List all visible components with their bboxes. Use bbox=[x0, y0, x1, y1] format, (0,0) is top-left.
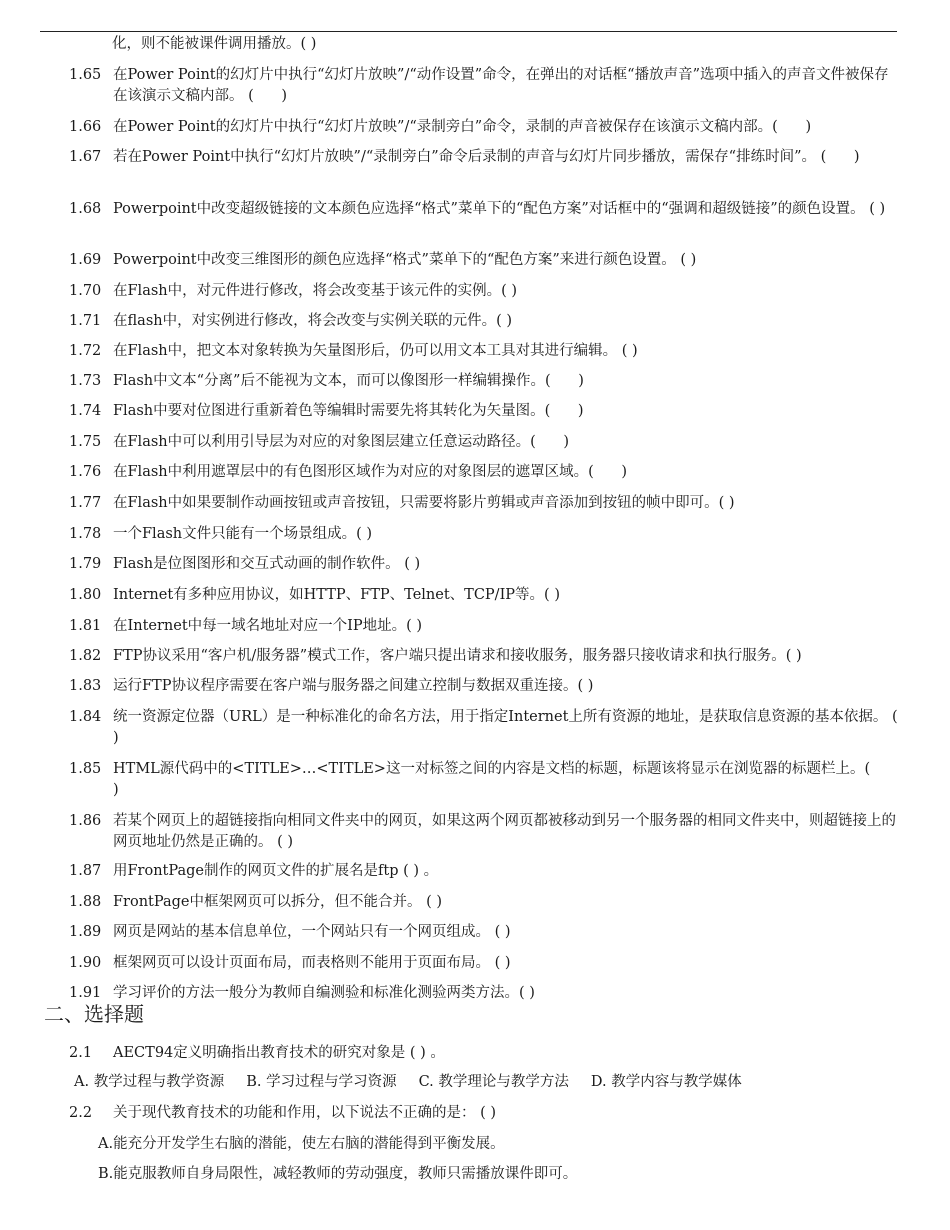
question-item bbox=[69, 861, 899, 882]
question-number: 1.90 bbox=[69, 955, 102, 971]
question-text: 网页是网站的基本信息单位，一个网站只有一个网页组成。 ( ) bbox=[113, 924, 511, 940]
question-number: 1.79 bbox=[69, 556, 102, 572]
question-text: 在Internet中每一域名地址对应一个IP地址。( ) bbox=[113, 618, 423, 634]
question-text: 关于现代教育技术的功能和作用，以下说法不正确的是： ( ) bbox=[113, 1105, 497, 1121]
question-item bbox=[69, 759, 899, 801]
question-item bbox=[69, 462, 899, 483]
question-text: 学习评价的方法一般分为教师自编测验和标准化测验两类方法。( ) bbox=[113, 985, 535, 1001]
header-rule bbox=[40, 31, 897, 32]
question-text: 在Flash中利用遮罩层中的有色图形区域作为对应的对象图层的遮罩区域。( ) bbox=[113, 464, 628, 480]
question-number: 1.69 bbox=[69, 252, 102, 268]
question-item bbox=[69, 646, 899, 667]
question-text: Flash是位图图形和交互式动画的制作软件。 ( ) bbox=[113, 556, 421, 572]
question-number: 2.1 bbox=[69, 1045, 93, 1061]
question-number: 1.71 bbox=[69, 313, 102, 329]
question-text: Powerpoint中改变三维图形的颜色应选择“格式”菜单下的“配色方案”来进行颜色设置。 ( ) bbox=[113, 252, 697, 268]
question-item bbox=[69, 117, 899, 138]
question-text: 在Flash中，对元件进行修改，将会改变基于该元件的实例。( ) bbox=[113, 283, 518, 299]
question-number: 1.86 bbox=[69, 813, 102, 829]
question-number: 1.70 bbox=[69, 283, 102, 299]
question-2-1-options bbox=[74, 1072, 742, 1093]
section-title: 二、选择题 bbox=[44, 1002, 144, 1026]
question-number: 1.75 bbox=[69, 434, 102, 450]
question-item bbox=[69, 147, 899, 168]
question-2-2 bbox=[69, 1103, 899, 1124]
question-text: Flash中文本“分离”后不能视为文本，而可以像图形一样编辑操作。( ) bbox=[113, 373, 584, 389]
question-number: 1.77 bbox=[69, 495, 102, 511]
question-text: 在Flash中，把文本对象转换为矢量图形后，仍可以用文本工具对其进行编辑。 ( ) bbox=[113, 343, 638, 359]
question-item bbox=[69, 493, 899, 514]
question-number: 1.80 bbox=[69, 587, 102, 603]
question-text: FTP协议采用“客户机/服务器”模式工作，客户端只提出请求和接收服务，服务器只接收请求和执行服务。( ) bbox=[113, 648, 802, 664]
question-item bbox=[69, 676, 899, 697]
question-item bbox=[69, 922, 899, 943]
question-number: 1.84 bbox=[69, 709, 102, 725]
question-item bbox=[69, 432, 899, 453]
question-text: 若在Power Point中执行“幻灯片放映”/“录制旁白”命令后录制的声音与幻灯片同步播放，需保存“排练时间”。 ( ) bbox=[113, 149, 860, 165]
question-item bbox=[69, 524, 899, 545]
question-text: 若某个网页上的超链接指向相同文件夹中的网页，如果这两个网页都被移动到另一个服务器的相同文件夹中，则超链接上的网页地址仍然是正确的。 ( ) bbox=[113, 813, 896, 850]
question-text: 运行FTP协议程序需要在客户端与服务器之间建立控制与数据双重连接。( ) bbox=[113, 678, 594, 694]
question-number: 1.66 bbox=[69, 119, 102, 135]
question-item bbox=[69, 401, 899, 422]
question-text: 在Flash中如果要制作动画按钮或声音按钮，只需要将影片剪辑或声音添加到按钮的帧中即可。( ) bbox=[113, 495, 735, 511]
question-number: 1.87 bbox=[69, 863, 102, 879]
question-item bbox=[69, 811, 899, 853]
question-text: 框架网页可以设计页面布局，而表格则不能用于页面布局。 ( ) bbox=[113, 955, 511, 971]
question-text: 用FrontPage制作的网页文件的扩展名是ftp ( ) 。 bbox=[113, 863, 439, 879]
question-text: HTML源代码中的<TITLE>…<TITLE>这一对标签之间的内容是文档的标题，标题该将显示在浏览器的标题栏上。( ) bbox=[113, 761, 898, 798]
question-number: 1.72 bbox=[69, 343, 102, 359]
continued-text: 化，则不能被课件调用播放。( ) bbox=[112, 36, 317, 52]
question-text: Internet有多种应用协议，如HTTP、FTP、Telnet、TCP/IP等。( ) bbox=[113, 587, 560, 603]
question-item bbox=[69, 983, 899, 1004]
question-item bbox=[69, 953, 899, 974]
question-text: Flash中要对位图进行重新着色等编辑时需要先将其转化为矢量图。( ) bbox=[113, 403, 584, 419]
question-number: 1.76 bbox=[69, 464, 102, 480]
question-text: FrontPage中框架网页可以拆分，但不能合并。 ( ) bbox=[113, 894, 443, 910]
question-number: 2.2 bbox=[69, 1105, 93, 1121]
question-number: 1.89 bbox=[69, 924, 102, 940]
option-d: D. 教学内容与教学媒体 bbox=[590, 1074, 742, 1090]
question-item bbox=[69, 199, 899, 220]
option-b: B. 学习过程与学习资源 bbox=[246, 1074, 397, 1090]
question-item bbox=[69, 616, 899, 637]
question-item bbox=[69, 892, 899, 913]
question-item bbox=[69, 65, 899, 107]
question-number: 1.88 bbox=[69, 894, 102, 910]
option-a: A.能充分开发学生右脑的潜能，使左右脑的潜能得到平衡发展。 bbox=[98, 1136, 505, 1152]
question-item bbox=[69, 311, 899, 332]
question-text: 在Power Point的幻灯片中执行“幻灯片放映”/“动作设置”命令，在弹出的对话框“播放声音”选项中插入的声音文件被保存在该演示文稿内部。 ( ) bbox=[113, 67, 889, 104]
question-item bbox=[69, 707, 903, 749]
option-c: C. 教学理论与教学方法 bbox=[418, 1074, 569, 1090]
question-item bbox=[69, 250, 899, 271]
option-a: A. 教学过程与教学资源 bbox=[74, 1074, 225, 1090]
question-number: 1.85 bbox=[69, 761, 102, 777]
question-item bbox=[69, 371, 899, 392]
question-number: 1.78 bbox=[69, 526, 102, 542]
question-item bbox=[69, 341, 899, 362]
question-text: 在flash中，对实例进行修改，将会改变与实例关联的元件。( ) bbox=[113, 313, 513, 329]
question-number: 1.82 bbox=[69, 648, 102, 664]
question-number: 1.68 bbox=[69, 201, 102, 217]
option-b: B.能克服教师自身局限性，减轻教师的劳动强度，教师只需播放课件即可。 bbox=[98, 1166, 578, 1182]
question-number: 1.81 bbox=[69, 618, 102, 634]
question-item bbox=[69, 281, 899, 302]
question-number: 1.91 bbox=[69, 985, 102, 1001]
question-number: 1.67 bbox=[69, 149, 102, 165]
question-text: 一个Flash文件只能有一个场景组成。( ) bbox=[113, 526, 373, 542]
question-text: 在Flash中可以利用引导层为对应的对象图层建立任意运动路径。( ) bbox=[113, 434, 570, 450]
question-text: 统一资源定位器（URL）是一种标准化的命名方法，用于指定Internet上所有资源的地址，是获取信息资源的基本依据。 ( ) bbox=[113, 709, 903, 746]
question-text: 在Power Point的幻灯片中执行“幻灯片放映”/“录制旁白”命令，录制的声音被保存在该演示文稿内部。( ) bbox=[113, 119, 812, 135]
question-item bbox=[69, 585, 899, 606]
question-number: 1.73 bbox=[69, 373, 102, 389]
question-text: AECT94定义明确指出教育技术的研究对象是 ( ) 。 bbox=[113, 1045, 445, 1061]
question-item bbox=[69, 554, 899, 575]
question-number: 1.74 bbox=[69, 403, 102, 419]
question-2-1 bbox=[69, 1043, 899, 1064]
question-text: Powerpoint中改变超级链接的文本颜色应选择“格式”菜单下的“配色方案”对话框中的“强调和超级链接”的颜色设置。 ( ) bbox=[113, 201, 886, 217]
question-number: 1.65 bbox=[69, 67, 102, 83]
question-number: 1.83 bbox=[69, 678, 102, 694]
